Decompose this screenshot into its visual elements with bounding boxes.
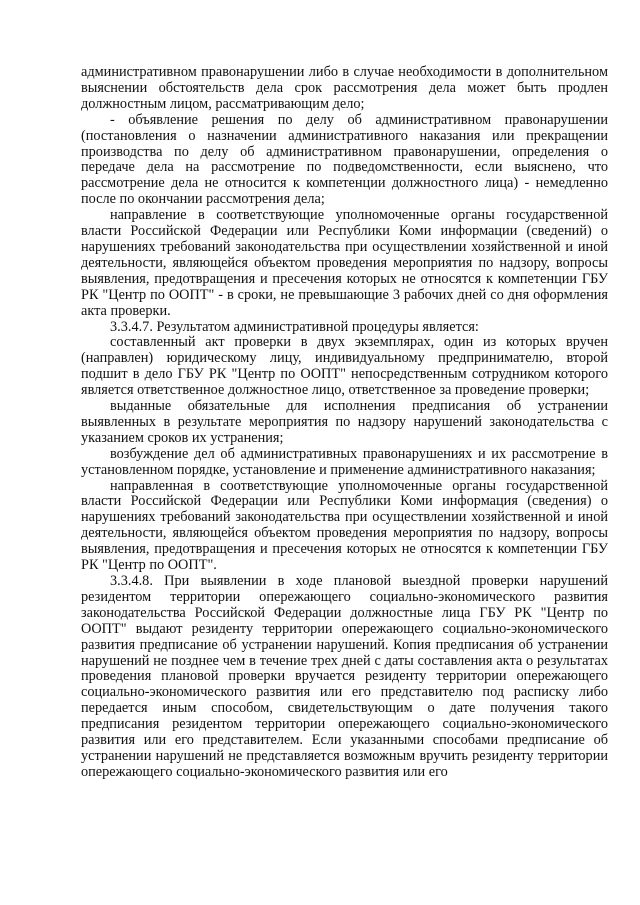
paragraph-information-referral: направление в соответствующие уполномоченные органы государственной власти Российской Федерации или Республики Коми информации (сведений) о нарушениях требований законодательства при осуществлении хозяйственной и иной деятельности, являющейся объектом проведения мероприятия по надзору, вопросы выявления, предотвращения и пресечения которых не относятся к компетенции ГБУ РК "Центр по ООПТ" - в сроки, не превышающие 3 рабочих дней со дня оформления акта проверки. — [81, 207, 608, 319]
paragraph-decision-announcement: - объявление решения по делу об административном правонарушении (постановления о назначении административного наказания или прекращении производства по делу об административном правонарушении, определения о передаче дела на рассмотрение по подведомственности, если выяснено, что рассмотрение дела не относится к компетенции должностного лица) - немедленно после по окончании рассмотрения дела; — [81, 111, 608, 208]
document-body — [81, 65, 608, 781]
paragraph-issued-orders: выданные обязательные для исполнения предписания об устранении выявленных в результате мероприятия по надзору нарушений законодательства с указанием сроков их устранения; — [81, 398, 608, 446]
paragraph-information-sent: направленная в соответствующие уполномоченные органы государственной власти Российской Федерации или Республики Коми информация (сведения) о нарушениях требований законодательства при осуществлении хозяйственной и иной деятельности, являющейся объектом проведения мероприятия по надзору, вопросы выявления, предотвращения и пресечения которых не относятся к компетенции ГБУ РК "Центр по ООПТ". — [81, 477, 608, 574]
paragraph-section-3-3-4-8: 3.3.4.8. При выявлении в ходе плановой выездной проверки нарушений резидентом территории опережающего социально-экономического развития законодательства Российской Федерации должностные лица ГБУ РК "Центр по ООПТ" выдают резиденту территории опережающего социально-экономического развития предписание об устранении нарушений. Копия предписания об устранении нарушений не позднее чем в течение трех дней с даты составления акта о результатах проведения плановой проверки вручается резиденту территории опережающего социально-экономического развития или его представителю под расписку либо передается иным способом, свидетельствующим о дате получения такого предписания резидентом территории опережающего социально-экономического развития или его представителем. Если указанными способами предписание об устранении нарушений не представляется возможным вручить резиденту территории опережающего социально-экономического развития или его — [81, 573, 608, 780]
paragraph-administrative-cases: возбуждение дел об административных правонарушениях и их рассмотрение в установленном порядке, установление и применение административного наказания; — [81, 445, 608, 478]
paragraph-section-3-3-4-7: 3.3.4.7. Результатом административной процедуры является: — [110, 318, 479, 335]
paragraph-inspection-act: составленный акт проверки в двух экземплярах, один из которых вручен (направлен) юридическому лицу, индивидуальному предпринимателю, второй подшит в дело ГБУ РК "Центр по ООПТ" непосредственным сотрудником которого является ответственное должностное лицо, ответственное за проведение проверки; — [81, 334, 608, 399]
paragraph-continuation: административном правонарушении либо в случае необходимости в дополнительном выяснении обстоятельств дела срок рассмотрения дела может быть продлен должностным лицом, рассматривающим дело; — [81, 64, 608, 112]
